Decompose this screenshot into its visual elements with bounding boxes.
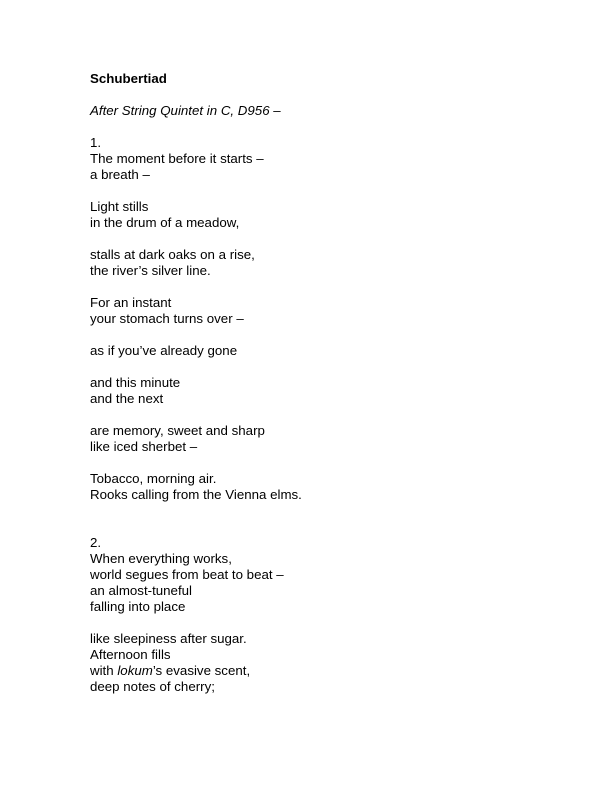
poem-line: stalls at dark oaks on a rise, — [90, 247, 255, 262]
section-1 — [90, 135, 302, 503]
section-2 — [90, 535, 302, 695]
poem-line: For an instant — [90, 295, 172, 310]
poem-line: Afternoon fills — [90, 647, 171, 662]
poem-line: Rooks calling from the Vienna elms. — [90, 487, 302, 502]
poem-line: in the drum of a meadow, — [90, 215, 240, 230]
poem-title: Schubertiad — [90, 71, 167, 86]
poem-line: deep notes of cherry; — [90, 679, 215, 694]
poem-line: Light stills — [90, 199, 149, 214]
poem-line: When everything works, — [90, 551, 232, 566]
poem — [90, 71, 302, 695]
poem-line-lokum — [90, 663, 302, 679]
lokum-italic: lokum — [117, 663, 153, 678]
poem-line: like iced sherbet – — [90, 439, 198, 454]
poem-line: an almost-tuneful — [90, 583, 192, 598]
poem-line: are memory, sweet and sharp — [90, 423, 265, 438]
poem-line: falling into place — [90, 599, 186, 614]
lokum-prefix: with — [90, 663, 118, 678]
poem-line: world segues from beat to beat – — [90, 567, 284, 582]
poem-line: and this minute — [90, 375, 181, 390]
poem-line: like sleepiness after sugar. — [90, 631, 247, 646]
section-number: 2. — [90, 535, 102, 550]
poem-line: and the next — [90, 391, 164, 406]
poem-line: The moment before it starts – — [90, 151, 264, 166]
poem-line: a breath – — [90, 167, 150, 182]
lokum-suffix: ’s evasive scent, — [152, 663, 251, 678]
poem-subtitle: After String Quintet in C, D956 – — [90, 103, 281, 118]
poem-line: as if you’ve already gone — [90, 343, 238, 358]
poem-line: the river’s silver line. — [90, 263, 211, 278]
poem-line: your stomach turns over – — [90, 311, 244, 326]
section-number: 1. — [90, 135, 102, 150]
poem-line: Tobacco, morning air. — [90, 471, 217, 486]
